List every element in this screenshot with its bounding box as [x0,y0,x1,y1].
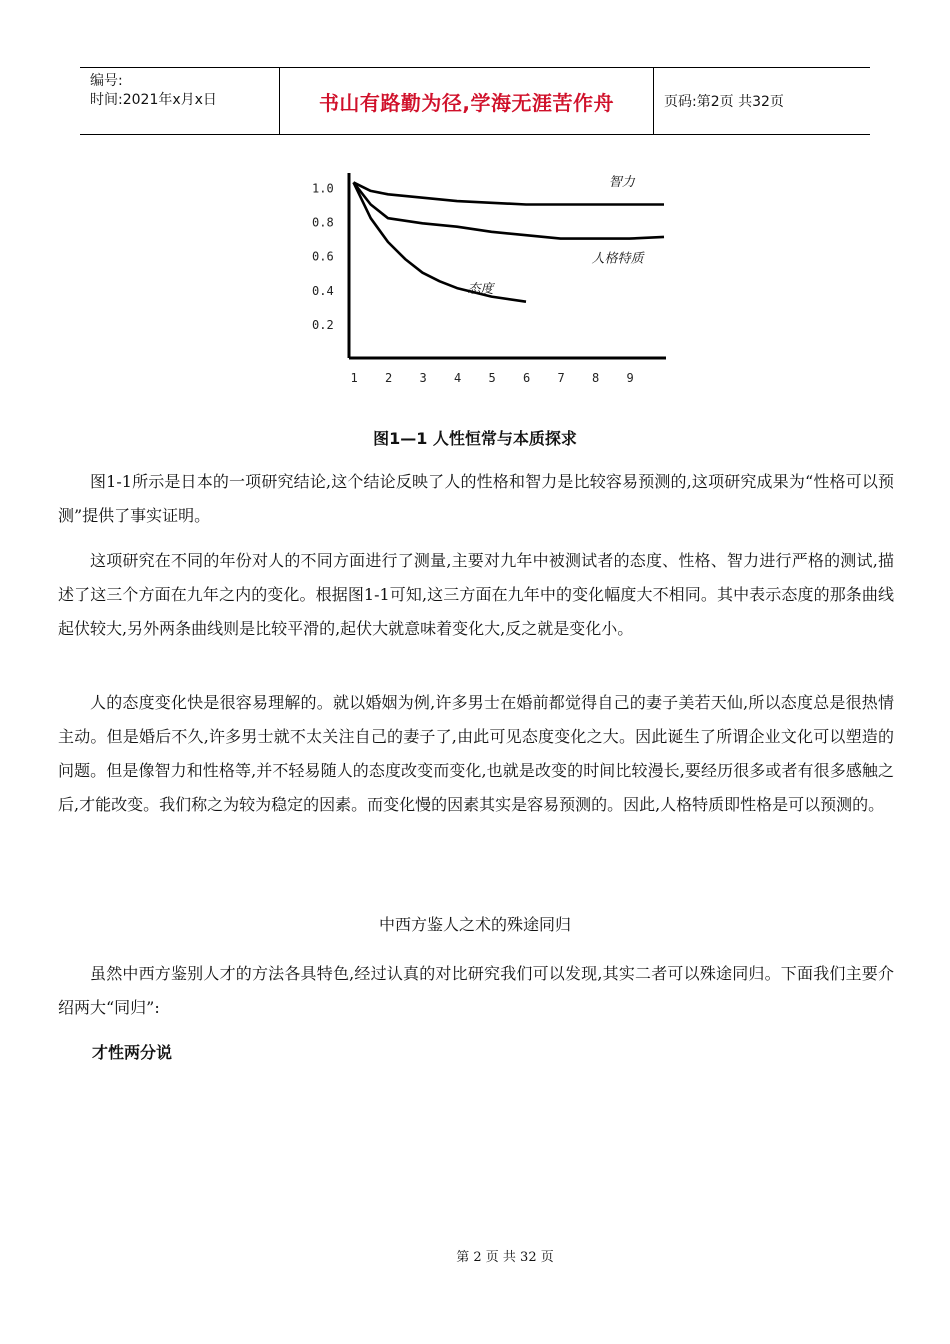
number-label: 编号: [90,73,123,89]
series-line-1 [354,182,665,238]
header-meta-cell [80,68,280,134]
section-title: 中西方鉴人之术的殊途同归 [378,915,571,934]
paragraph-3: 人的态度变化快是很容易理解的。就以婚姻为例,许多男士在婚前都觉得自己的妻子美若天仙,所以态度总是很热情主动。但是婚后不久,许多男士就不太关注自己的妻子了,由此可见态度变化之大。因此诞生了所谓企业文化可以塑造的问题。但是像智力和性格等,并不轻易随人的态度改变而变化,也就是改变的时间比较漫长,要经历很多或者有很多感触之后,才能改变。我们称之为较为稳定的因素。而变化慢的因素其实是容易预测的。因此,人格特质即性格是可以预测的。 [58,693,894,814]
y-tick-label: 0.6 [312,249,334,264]
figure-caption: 图1—1 人性恒常与本质探求 [373,429,577,448]
y-tick-label: 0.2 [312,317,334,332]
page-footer: 第 2 页 共 32 页 [456,1250,554,1265]
motto: 书山有路勤为径,学海无涯苦作舟 [280,68,654,134]
paragraph-2: 这项研究在不同的年份对人的不同方面进行了测量,主要对九年中被测试者的态度、性格、智力进行严格的测试,描述了这三个方面在九年之内的变化。根据图1-1可知,这三方面在九年中的变化幅度大不相同。其中表示态度的那条曲线起伏较大,另外两条曲线则是比较平滑的,起伏大就意味着变化大,反之就是变化小。 [58,551,894,638]
date-label: 时间:2021年x月x日 [90,92,217,108]
paragraph-4: 虽然中西方鉴别人才的方法各具特色,经过认真的对比研究我们可以发现,其实二者可以殊途同归。下面我们主要介绍两大“同归”: [58,964,894,1017]
x-tick-label: 9 [626,371,634,385]
x-tick-label: 8 [591,371,600,385]
stability-chart [300,165,690,395]
x-tick-label: 5 [488,371,496,385]
series-label: 人格特质 [591,251,644,267]
series-label: 智力 [608,174,635,190]
x-tick-label: 1 [350,371,358,385]
y-tick-label: 0.8 [312,215,334,230]
x-tick-label: 2 [384,371,393,385]
x-tick-label: 7 [557,371,565,385]
series-label: 态度 [467,282,494,298]
paragraph-1: 图1-1所示是日本的一项研究结论,这个结论反映了人的性格和智力是比较容易预测的,这项研究成果为“性格可以预测”提供了事实证明。 [58,472,894,525]
x-tick-label: 3 [419,371,427,385]
document-header [80,67,870,135]
x-tick-label: 4 [453,371,462,385]
y-tick-label: 1.0 [312,181,334,196]
subheading: 才性两分说 [92,1043,173,1062]
y-tick-label: 0.4 [312,283,334,298]
x-tick-label: 6 [522,371,531,385]
page-label: 页码:第2页 共32页 [664,94,784,110]
